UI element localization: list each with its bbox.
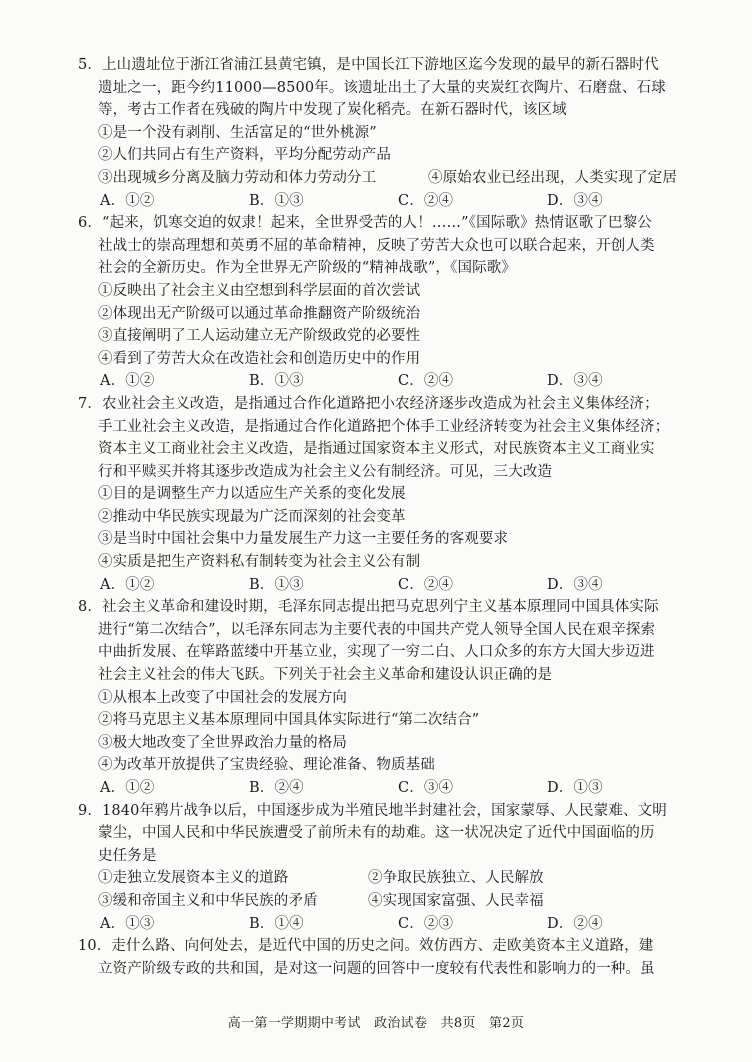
choice-c: C．②④ <box>398 192 454 209</box>
question-7 <box>78 393 696 596</box>
option-statement: ①是一个没有剥削、生活富足的“世外桃源” <box>98 124 377 141</box>
answer-choices <box>78 913 696 936</box>
question-8 <box>78 596 696 799</box>
question-stem-line: 6．“起来，饥寒交迫的奴隶！起来，全世界受苦的人！……”《国际歌》热情讴歌了巴黎公 <box>78 215 652 232</box>
question-stem-line: 等，考古工作者在残破的陶片中发现了炭化稻壳。在新石器时代，该区域 <box>98 102 567 119</box>
option-statement: ③是当时中国社会集中力量发展生产力这一主要任务的客观要求 <box>98 531 509 548</box>
option-statement-pair <box>78 867 696 890</box>
question-stem-line: 史任务是 <box>98 847 157 864</box>
question-stem-line: 社战士的崇高理想和英勇不屈的革命精神，反映了劳苦大众也可以联合起来，开创人类 <box>98 237 655 254</box>
question-stem-line: 社会主义社会的伟大飞跃。下列关于社会主义革命和建设认识正确的是 <box>98 667 553 684</box>
choice-b: B．①③ <box>249 576 304 593</box>
choice-a: A．①② <box>100 192 155 209</box>
answer-choices <box>78 777 696 800</box>
option-statement: ②争取民族独立、人民解放 <box>368 870 544 887</box>
question-stem-line: 5．上山遗址位于浙江省浦江县黄宅镇，是中国长江下游地区迄今发现的最早的新石器时代 <box>78 57 659 73</box>
question-6 <box>78 212 696 393</box>
question-stem-line: 9．1840年鸦片战争以后，中国逐步成为半殖民地半封建社会，国家蒙辱、人民蒙难、文明 <box>78 802 667 819</box>
choice-a: A．①② <box>100 780 155 796</box>
choice-b: B．①③ <box>249 192 304 209</box>
question-9 <box>78 800 696 936</box>
choice-d: D．②④ <box>547 915 603 932</box>
question-stem-line: 资本主义工商业社会主义改造，是指通过国家资本主义形式，对民族资本主义工商业实 <box>98 441 655 458</box>
option-statement: ②人们共同占有生产资料，平均分配劳动产品 <box>98 147 391 164</box>
choice-b: B．①④ <box>249 915 304 932</box>
option-statement: ①从根本上改变了中国社会的发展方向 <box>98 689 348 706</box>
question-5 <box>78 54 696 212</box>
choice-d: D．①③ <box>547 780 603 796</box>
option-statement: ③极大地改变了全世界政治力量的格局 <box>98 734 348 751</box>
option-statement: ③出现城乡分离及脑力劳动和体力劳动分工 <box>98 169 377 186</box>
choice-c: C．②④ <box>398 576 454 593</box>
choice-d: D．③④ <box>547 373 603 390</box>
choice-b: B．②④ <box>249 780 304 796</box>
option-statement: ②将马克思主义基本原理同中国具体实际进行“第二次结合” <box>98 712 480 729</box>
question-stem-line: 立资产阶级专政的共和国，是对这一问题的回答中一度较有代表性和影响力的一种。虽 <box>98 960 655 977</box>
choice-c: C．②③ <box>398 915 454 932</box>
choice-d: D．③④ <box>547 576 603 593</box>
choice-c: C．②④ <box>398 373 454 390</box>
answer-choices <box>78 190 696 213</box>
page-footer: 高一第一学期期中考试 政治试卷 共8页 第2页 <box>227 1016 525 1031</box>
question-stem-line: 中曲折发展、在筚路蓝缕中开基立业，实现了一穷二白、人口众多的东方大国大步迈进 <box>98 644 655 661</box>
option-statement: ④原始农业已经出现，人类实现了定居 <box>428 169 678 186</box>
question-stem-line: 7．农业社会主义改造，是指通过合作化道路把小农经济逐步改造成为社会主义集体经济； <box>78 395 659 412</box>
choice-b: B．①③ <box>249 373 304 390</box>
choice-a: A．①② <box>100 373 155 390</box>
option-statement: ①反映出了社会主义由空想到科学层面的首次尝试 <box>98 282 421 299</box>
option-statement-pair <box>78 890 696 913</box>
option-statement: ①目的是调整生产力以适应生产关系的变化发展 <box>98 486 406 503</box>
option-statement: ④实现国家富强、人民幸福 <box>368 892 544 909</box>
question-stem-line: 社会的全新历史。作为全世界无产阶级的“精神战歌”，《国际歌》 <box>98 260 517 277</box>
option-statement: ④实质是把生产资料私有制转变为社会主义公有制 <box>98 554 421 571</box>
option-statement: ④为改革开放提供了宝贵经验、理论准备、物质基础 <box>98 757 435 774</box>
question-stem-line: 手工业社会主义改造，是指通过合作化道路把个体手工业经济转变为社会主义集体经济； <box>98 418 670 435</box>
option-statement: ②推动中华民族实现最为广泛而深刻的社会变革 <box>98 508 406 525</box>
question-stem-line: 10．走什么路、向何处去，是近代中国的历史之问。效仿西方、走欧美资本主义道路，建 <box>78 938 654 955</box>
answer-choices <box>78 370 696 393</box>
option-statement: ④看到了劳苦大众在改造社会和创造历史中的作用 <box>98 350 421 367</box>
option-statement: ③缓和帝国主义和中华民族的矛盾 <box>98 892 318 909</box>
choice-a: A．①③ <box>100 915 155 932</box>
option-statement: ③直接阐明了工人运动建立无产阶级政党的必要性 <box>98 328 421 345</box>
question-10 <box>78 935 696 980</box>
option-statement-pair <box>78 167 696 190</box>
choice-a: A．①② <box>100 576 155 593</box>
question-stem-line: 进行“第二次结合”，以毛泽东同志为主要代表的中国共产党人领导全国人民在艰辛探索 <box>98 621 656 638</box>
exam-content <box>78 54 696 980</box>
question-stem-line: 蒙尘，中国人民和中华民族遭受了前所未有的劫难。这一状况决定了近代中国面临的历 <box>98 825 655 842</box>
answer-choices <box>78 574 696 597</box>
choice-d: D．③④ <box>547 192 603 209</box>
option-statement: ②体现出无产阶级可以通过革命推翻资产阶级统治 <box>98 305 421 322</box>
option-statement: ①走独立发展资本主义的道路 <box>98 870 289 887</box>
question-stem-line: 行和平赎买并将其逐步改造成为社会主义公有制经济。可见，三大改造 <box>98 463 553 480</box>
question-stem-line: 8．社会主义革命和建设时期，毛泽东同志提出把马克思列宁主义基本原理同中国具体实际 <box>78 599 659 616</box>
question-stem-line: 遗址之一，距今约11000—8500年。该遗址出土了大量的夹炭红衣陶片、石磨盘、石球 <box>98 79 666 96</box>
choice-c: C．③④ <box>398 780 454 796</box>
